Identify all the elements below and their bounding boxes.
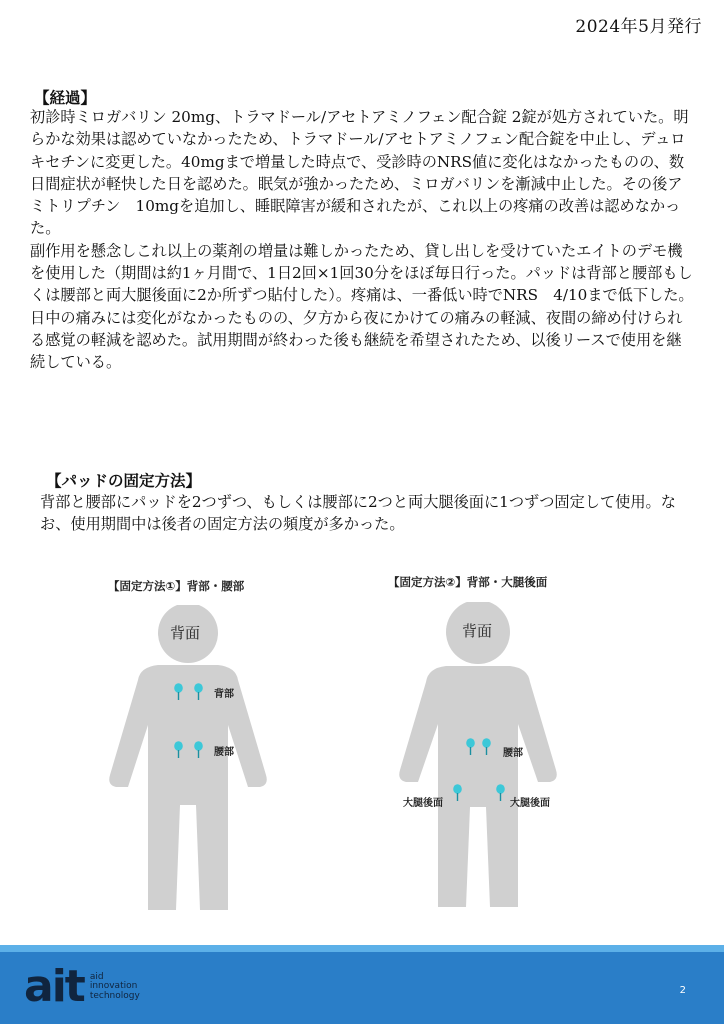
progress-body [30, 106, 696, 374]
fixation-body: 背部と腰部にパッドを2つずつ、もしくは腰部に2つと両大腿後面に1つずつ固定して使用。なお、使用期間中は後者の固定方法の頻度が多かった。 [40, 493, 676, 534]
page-number: 2 [679, 985, 686, 996]
figure-left-title: 【固定方法①】背部・腰部 [108, 579, 245, 593]
head-label-right: 背面 [462, 622, 493, 640]
label-thigh-right: 大腿後面 [510, 798, 550, 809]
body-silhouette-right [394, 602, 574, 912]
label-thigh-left: 大腿後面 [403, 798, 443, 809]
pad-icon [194, 741, 203, 758]
logo-text [90, 973, 140, 1002]
pad-icon [174, 683, 183, 700]
pad-icon [194, 683, 203, 700]
pad-icon [496, 784, 505, 801]
progress-paragraph-2: 副作用を懸念しこれ以上の薬剤の増量は難しかったため、貸し出しを受けていたエイトのデモ機を使用した（期間は約1ヶ月間で、1日2回×1回30分をほぼ毎日行った。パッドは背部と腰部もしくは腰部と両大腿後面に2か所ずつ貼付した）。疼痛は、一番低い時でNRS 4/10まで低下した。日中の痛みには変化がなかったものの、夕方から夜にかけての痛みの軽減、夜間の締め付けられる感覚の軽減を認めた。試用期間が終わった後も継続を希望されたため、以後リースで使用を継続している。 [30, 241, 694, 372]
figure-right-title: 【固定方法②】背部・大腿後面 [388, 575, 548, 589]
footer [0, 945, 724, 1024]
pad-icon [466, 738, 475, 755]
body-silhouette-left [100, 605, 280, 915]
logo-mark: ait [24, 961, 84, 1012]
head-label-left: 背面 [170, 624, 201, 642]
logo-line-1: aid [89, 971, 104, 982]
company-logo [24, 961, 140, 1012]
pad-icon [482, 738, 491, 755]
pad-icon [453, 784, 462, 801]
footer-stripe [0, 945, 724, 952]
torso-shape [399, 666, 557, 907]
fixation-figure [0, 560, 724, 920]
progress-paragraph-1: 初診時ミロガバリン 20mg、トラマドール/アセトアミノフェン配合錠 2錠が処方されていた。明らかな効果は認めていなかったため、トラマドール/アセトアミノフェン配合錠を中止し、デュロキセチンに変更した。40mgまで増量した時点で、受診時のNRS値に変化はなかったものの、数日間症状が軽快した日を認めた。眠気が強かったため、ミロガバリンを漸減中止した。その後アミトリプチン 10mgを追加し、睡眠障害が緩和されたが、これ以上の疼痛の改善は認めなかった。 [30, 108, 689, 238]
publication-date: 2024年5月発行 [575, 17, 702, 37]
logo-line-3: technology [89, 990, 140, 1001]
label-waist-right: 腰部 [503, 748, 523, 759]
pad-icon [174, 741, 183, 758]
label-back: 背部 [214, 689, 234, 700]
label-waist: 腰部 [214, 747, 234, 758]
torso-shape [109, 665, 267, 910]
fixation-heading: 【パッドの固定方法】 [46, 472, 202, 490]
progress-heading: 【経過】 [34, 89, 97, 107]
logo-line-2: innovation [89, 981, 138, 992]
